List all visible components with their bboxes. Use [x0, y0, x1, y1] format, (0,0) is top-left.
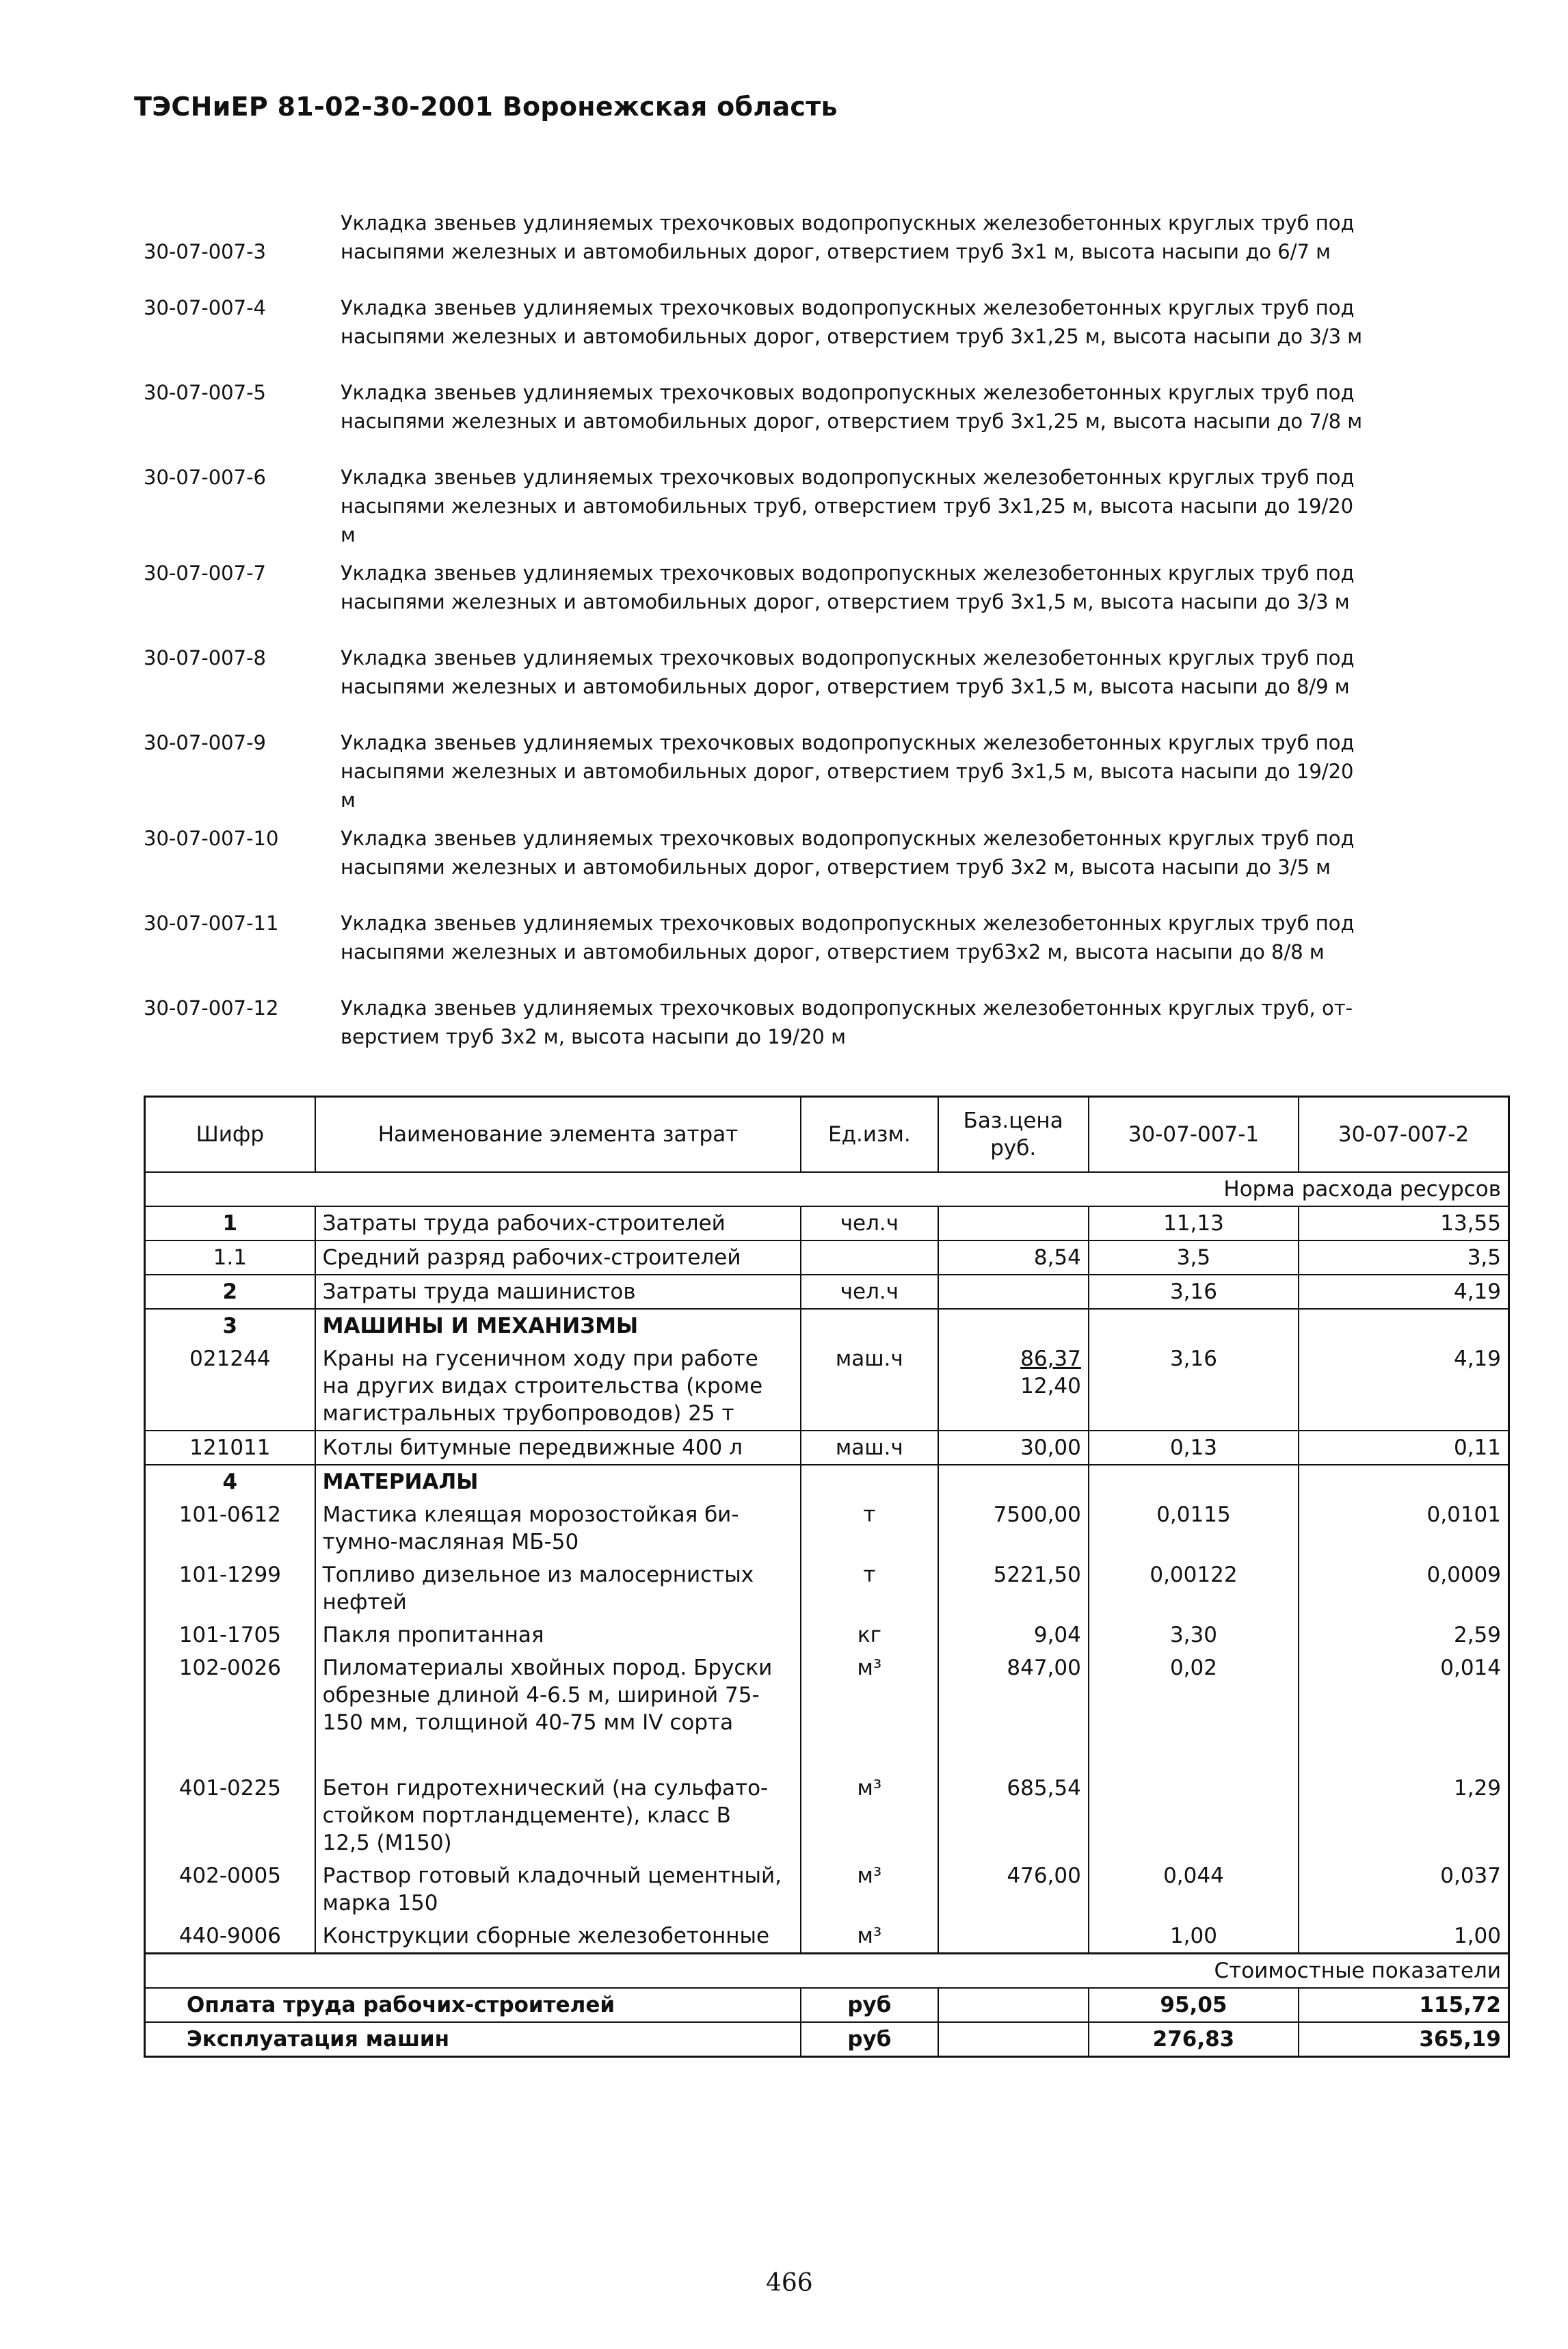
- row-unit: чел.ч: [801, 1275, 938, 1309]
- row-name: Средний разряд рабочих-строителей: [315, 1240, 801, 1275]
- row-value-2: 0,037: [1440, 1863, 1501, 1888]
- column-header-code: Шифр: [145, 1097, 315, 1173]
- column-header-name: Наименование элемента затрат: [315, 1097, 801, 1173]
- row-unit: кг: [801, 1619, 938, 1651]
- table-header-row: [145, 1097, 1509, 1173]
- list-item: [144, 994, 1498, 1051]
- row-value-1: 3,5: [1089, 1240, 1299, 1275]
- row-name: Котлы битумные передвижные 400 л: [315, 1431, 801, 1465]
- entry-list: [144, 209, 1498, 1078]
- row-code: 1.1: [145, 1240, 315, 1275]
- row-name: Краны на гусеничном ходу при работе на других видах строительства (кроме магистральных трубопроводов) 25 т: [315, 1342, 801, 1431]
- row-price: [938, 1206, 1089, 1240]
- footer-label: Оплата труда рабочих-строителей: [145, 1988, 801, 2022]
- row-value-1: 0,02: [1089, 1651, 1299, 1739]
- footer-value-2: 365,19: [1299, 2022, 1509, 2057]
- table-row: [145, 1431, 1509, 1465]
- row-price: 7500,00: [938, 1498, 1089, 1558]
- column-header-col1: 30-07-007-1: [1089, 1097, 1299, 1173]
- row-price: 8,54: [938, 1240, 1089, 1275]
- column-header-unit: Ед.изм.: [801, 1097, 938, 1173]
- section-row: [145, 1465, 1509, 1498]
- entry-code: 30-07-007-12: [144, 996, 279, 1020]
- table-row: [145, 1619, 1509, 1651]
- entry-description: Укладка звеньев удлиняемых трехочковых водопропускных железобетонных круглых труб под насыпями железных и автомобильных дорог, отверстием труб 3x1,5 м, высота насыпи до 3/3 м: [341, 561, 1355, 613]
- table-row: [145, 1206, 1509, 1240]
- row-price: [938, 1275, 1089, 1309]
- row-name: Затраты труда машинистов: [315, 1275, 801, 1309]
- table-row: [145, 1859, 1509, 1920]
- footer-unit: руб: [801, 1988, 938, 2022]
- row-unit: чел.ч: [801, 1206, 938, 1240]
- table-row: [145, 1651, 1509, 1739]
- row-unit: м³: [801, 1859, 938, 1920]
- row-value-2: 0,014: [1440, 1656, 1501, 1680]
- row-value-2: 1,29: [1453, 1776, 1501, 1801]
- footer-row: [145, 1988, 1509, 2022]
- entry-code: 30-07-007-8: [144, 646, 266, 669]
- footer-label: Эксплуатация машин: [145, 2022, 801, 2057]
- list-item: [144, 643, 1498, 701]
- row-value-1: 3,16: [1089, 1275, 1299, 1309]
- entry-description: Укладка звеньев удлиняемых трехочковых водопропускных железобетонных круглых труб под насыпями железных и автомобильных дорог, отверстием труб 3x2 м, высота насыпи до 3/5 м: [341, 827, 1355, 879]
- entry-description: Укладка звеньев удлиняемых трехочковых водопропускных железобетонных круглых труб под насыпями железных и автомобильных дорог, отверстием труб 3x1,25 м, высота насыпи до 3/3 м: [341, 296, 1363, 348]
- table-row: [145, 1772, 1509, 1859]
- row-value-2: 0,0009: [1426, 1563, 1501, 1587]
- entry-description: Укладка звеньев удлиняемых трехочковых водопропускных железобетонных круглых труб под насыпями железных и автомобильных труб, отверстием труб 3x1,25 м, высота насыпи до 19/20 м: [341, 466, 1355, 546]
- row-name: Бетон гидротехнический (на сульфато- стойком портландцементе), класс В 12,5 (М150): [315, 1772, 801, 1859]
- entry-description: Укладка звеньев удлиняемых трехочковых водопропускных железобетонных круглых труб под насыпями железных и автомобильных дорог, отверстием труб 3x1,5 м, высота насыпи до 8/9 м: [341, 646, 1355, 698]
- table-row: [145, 1275, 1509, 1309]
- row-code: 021244: [145, 1342, 315, 1431]
- row-unit: т: [801, 1498, 938, 1558]
- row-price: 685,54: [938, 1772, 1089, 1859]
- row-price: 30,00: [938, 1431, 1089, 1465]
- page-number: 466: [766, 2269, 813, 2297]
- row-value-2: 0,11: [1299, 1431, 1509, 1465]
- row-value-1: [1089, 1772, 1299, 1859]
- row-price: 476,00: [938, 1859, 1089, 1920]
- row-unit: м³: [801, 1651, 938, 1739]
- footer-row: [145, 2022, 1509, 2057]
- row-value-2: 1,00: [1453, 1924, 1501, 1948]
- cost-label: Стоимостные показатели: [145, 1954, 1509, 1989]
- row-value-1: 0,044: [1089, 1859, 1299, 1920]
- entry-description: Укладка звеньев удлиняемых трехочковых водопропускных железобетонных круглых труб под насыпями железных и автомобильных дорог, отверстием труб3x2 м, высота насыпи до 8/8 м: [341, 912, 1355, 964]
- row-value-1: 3,16: [1089, 1342, 1299, 1431]
- row-name: Затраты труда рабочих-строителей: [315, 1206, 801, 1240]
- section-title: МАТЕРИАЛЫ: [315, 1465, 801, 1498]
- footer-unit: руб: [801, 2022, 938, 2057]
- section-title: МАШИНЫ И МЕХАНИЗМЫ: [315, 1309, 801, 1342]
- row-price: 86,37 12,40: [938, 1342, 1089, 1431]
- footer-value-1: 95,05: [1089, 1988, 1299, 2022]
- row-unit: м³: [801, 1920, 938, 1954]
- row-unit: т: [801, 1558, 938, 1619]
- table-row: [145, 1240, 1509, 1275]
- column-header-col2: 30-07-007-2: [1299, 1097, 1509, 1173]
- list-item: [144, 909, 1498, 966]
- row-value-2: 3,5: [1299, 1240, 1509, 1275]
- list-item: [144, 824, 1498, 881]
- row-name: Мастика клеящая морозостойкая би- тумно-масляная МБ-50: [315, 1498, 801, 1558]
- row-price: 5221,50: [938, 1558, 1089, 1619]
- norm-label-row: [145, 1172, 1509, 1206]
- row-unit: маш.ч: [801, 1431, 938, 1465]
- entry-code: 30-07-007-5: [144, 381, 266, 404]
- row-unit: маш.ч: [801, 1342, 938, 1431]
- row-value-1: 11,13: [1089, 1206, 1299, 1240]
- entry-description: Укладка звеньев удлиняемых трехочковых водопропускных железобетонных круглых труб под насыпями железных и автомобильных дорог, отверстием труб 3x1 м, высота насыпи до 6/7 м: [341, 211, 1355, 263]
- row-value-1: 0,13: [1089, 1431, 1299, 1465]
- list-item: [144, 209, 1498, 266]
- row-name: Топливо дизельное из малосернистых нефтей: [315, 1558, 801, 1619]
- list-item: [144, 378, 1498, 436]
- row-code: 101-0612: [145, 1498, 315, 1558]
- row-code: 402-0005: [145, 1859, 315, 1920]
- row-price: 847,00: [938, 1651, 1089, 1739]
- list-item: [144, 463, 1498, 549]
- entry-code: 30-07-007-3: [144, 240, 266, 263]
- row-code: 102-0026: [145, 1651, 315, 1739]
- row-name: Пакля пропитанная: [315, 1619, 801, 1651]
- row-code: 101-1299: [145, 1558, 315, 1619]
- row-code: 121011: [145, 1431, 315, 1465]
- resource-table: [144, 1096, 1510, 2058]
- page-title: ТЭСНиЕР 81-02-30-2001 Воронежская область: [134, 92, 838, 122]
- row-value-1: 3,30: [1089, 1619, 1299, 1651]
- row-code: 1: [145, 1206, 315, 1240]
- row-price: [938, 1920, 1089, 1954]
- spacer-row: [145, 1739, 1509, 1772]
- entry-code: 30-07-007-9: [144, 731, 266, 754]
- entry-code: 30-07-007-6: [144, 466, 266, 489]
- entry-description: Укладка звеньев удлиняемых трехочковых водопропускных железобетонных круглых труб под насыпями железных и автомобильных дорог, отверстием труб 3x1,25 м, высота насыпи до 7/8 м: [341, 381, 1363, 433]
- table-row: [145, 1342, 1509, 1431]
- row-unit: м³: [801, 1772, 938, 1859]
- row-value-1: 0,0115: [1089, 1498, 1299, 1558]
- row-value-2: 0,0101: [1426, 1502, 1501, 1527]
- footer-value-1: 276,83: [1089, 2022, 1299, 2057]
- section-code: 3: [145, 1309, 315, 1342]
- row-code: 101-1705: [145, 1619, 315, 1651]
- entry-code: 30-07-007-4: [144, 296, 266, 319]
- row-name: Конструкции сборные железобетонные: [315, 1920, 801, 1954]
- row-value-2: 4,19: [1299, 1275, 1509, 1309]
- row-code: 401-0225: [145, 1772, 315, 1859]
- footer-value-2: 115,72: [1299, 1988, 1509, 2022]
- cost-label-row: [145, 1954, 1509, 1989]
- row-name: Раствор готовый кладочный цементный, марка 150: [315, 1859, 801, 1920]
- entry-description: Укладка звеньев удлиняемых трехочковых водопропускных железобетонных круглых труб под насыпями железных и автомобильных дорог, отверстием труб 3x1,5 м, высота насыпи до 19/20 м: [341, 731, 1355, 812]
- list-item: [144, 293, 1498, 351]
- row-price: 9,04: [938, 1619, 1089, 1651]
- table-row: [145, 1498, 1509, 1558]
- section-row: [145, 1309, 1509, 1342]
- table-row: [145, 1558, 1509, 1619]
- row-name: Пиломатериалы хвойных пород. Бруски обрезные длиной 4-6.5 м, шириной 75- 150 мм, толщиной 40-75 мм IV сорта: [315, 1651, 801, 1739]
- norm-label: Норма расхода ресурсов: [145, 1172, 1509, 1206]
- row-code: 2: [145, 1275, 315, 1309]
- section-code: 4: [145, 1465, 315, 1498]
- entry-code: 30-07-007-7: [144, 561, 266, 585]
- list-item: [144, 728, 1498, 814]
- row-value-1: 1,00: [1089, 1920, 1299, 1954]
- list-item: [144, 559, 1498, 616]
- entry-code: 30-07-007-10: [144, 827, 279, 850]
- row-code: 440-9006: [145, 1920, 315, 1954]
- column-header-price: Баз.цена руб.: [938, 1097, 1089, 1173]
- row-unit: [801, 1240, 938, 1275]
- entry-description: Укладка звеньев удлиняемых трехочковых водопропускных железобетонных круглых труб, от- верстием труб 3x2 м, высота насыпи до 19/20 м: [341, 996, 1353, 1048]
- row-value-2: 4,19: [1453, 1346, 1501, 1371]
- row-value-2: 13,55: [1440, 1211, 1501, 1236]
- row-value-2: 2,59: [1453, 1623, 1501, 1647]
- row-value-1: 0,00122: [1089, 1558, 1299, 1619]
- table-row: [145, 1920, 1509, 1954]
- entry-code: 30-07-007-11: [144, 912, 279, 935]
